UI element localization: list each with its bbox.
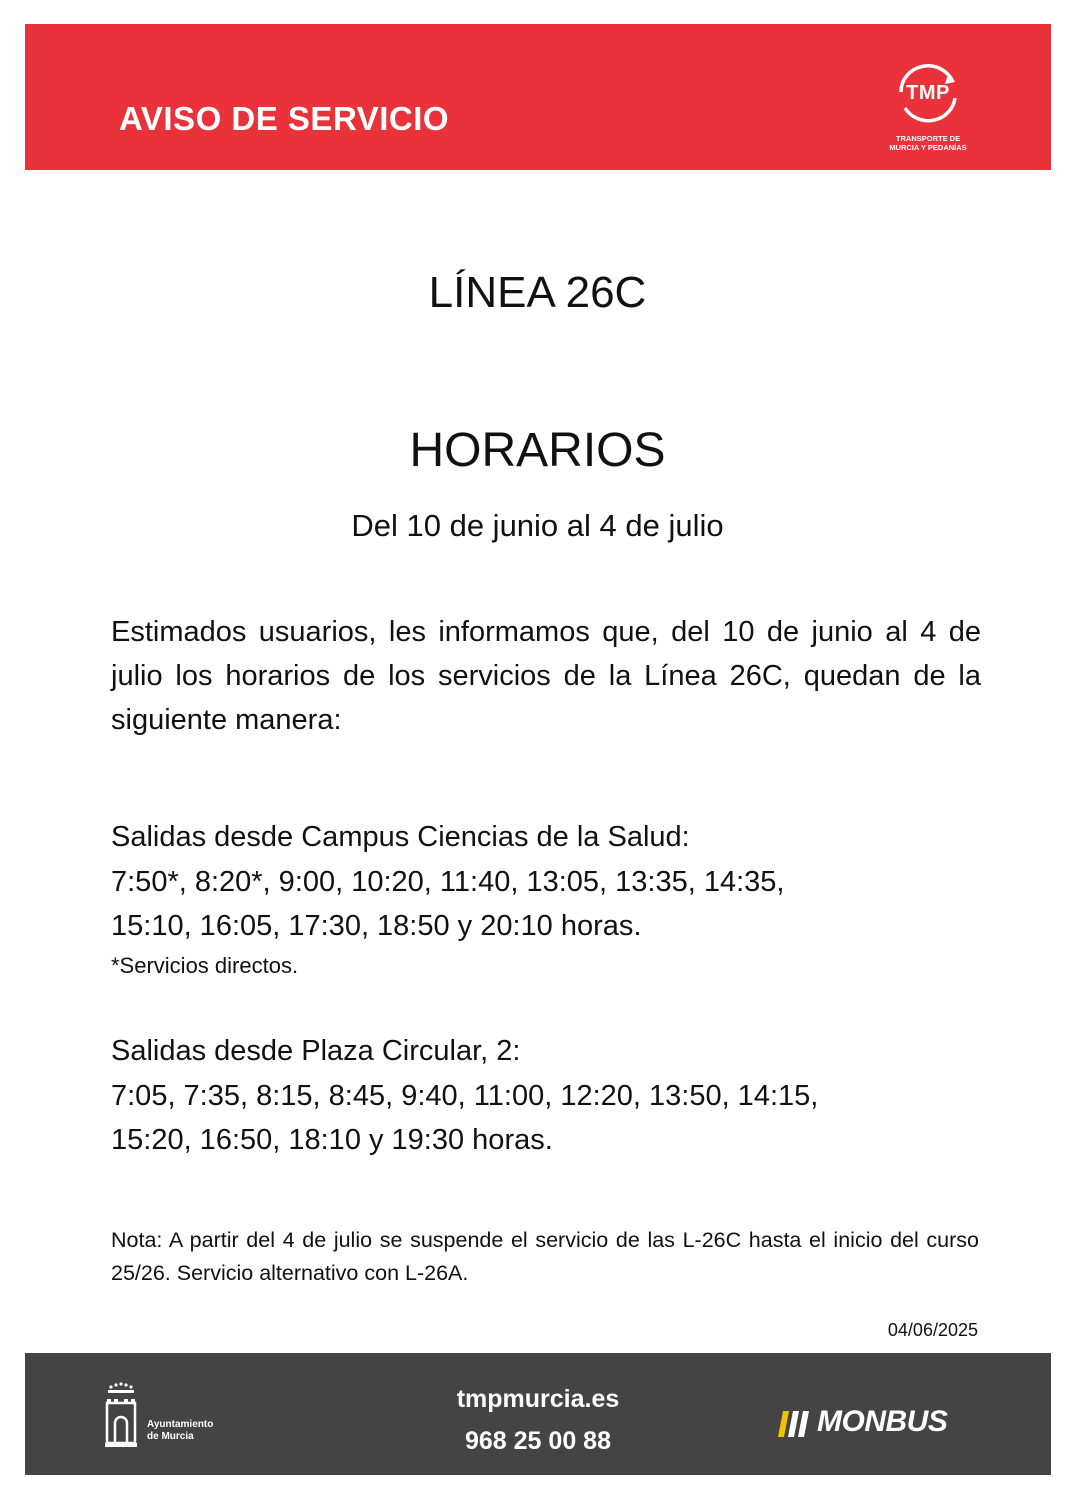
intro-paragraph: Estimados usuarios, les informamos que, del 10 de junio al 4 de julio los horarios de los servicios de la Línea 26C, quedan de la siguiente manera: xyxy=(111,616,981,736)
departure-times-line-2: 15:10, 16:05, 17:30, 18:50 y 20:10 horas. xyxy=(111,910,642,942)
date-range: Del 10 de junio al 4 de julio xyxy=(351,508,724,543)
website-link[interactable]: tmpmurcia.es xyxy=(456,1385,620,1413)
tmp-logo-subtitle-1: TRANSPORTE DE xyxy=(895,134,961,143)
monbus-stripes-icon xyxy=(777,1409,817,1443)
line-title: LÍNEA 26C xyxy=(428,268,647,317)
footer xyxy=(25,1353,1051,1475)
ayuntamiento-line-2: de Murcia xyxy=(147,1431,194,1442)
header-title: AVISO DE SERVICIO xyxy=(119,100,450,137)
monbus-brand: MONBUS xyxy=(817,1405,948,1438)
suspension-note: Nota: A partir del 4 de julio se suspende el servicio de las L-26C hasta el inicio del curso 25/26. Servicio alternativo con L-26A. xyxy=(111,1228,979,1285)
departure-times-line-1: 7:05, 7:35, 8:15, 8:45, 9:40, 11:00, 12:20, 13:50, 14:15, xyxy=(111,1080,819,1112)
section-heading: Salidas desde Plaza Circular, 2: xyxy=(111,1035,521,1067)
service-notice-header xyxy=(25,24,1051,170)
schedule-title: HORARIOS xyxy=(409,424,666,477)
departure-times-line-1: 7:50*, 8:20*, 9:00, 10:20, 11:40, 13:05, 13:35, 14:35, xyxy=(111,866,785,898)
tmp-logo xyxy=(873,62,983,162)
ayuntamiento-line-1: Ayuntamiento xyxy=(147,1419,214,1430)
section-plaza-circular-departures xyxy=(111,1028,979,1162)
monbus-logo xyxy=(777,1403,977,1443)
section-heading: Salidas desde Campus Ciencias de la Salud: xyxy=(111,821,690,853)
tmp-logo-subtitle-2: MURCIA Y PEDANÍAS xyxy=(889,143,967,152)
departure-times-line-2: 15:20, 16:50, 18:10 y 19:30 horas. xyxy=(111,1124,553,1156)
phone-number[interactable]: 968 25 00 88 xyxy=(465,1427,611,1455)
section-campus-departures xyxy=(111,814,979,984)
document-date: 04/06/2025 xyxy=(887,1320,978,1340)
tmp-logo-text: TMP xyxy=(906,82,950,104)
direct-services-note: *Servicios directos. xyxy=(111,953,299,978)
